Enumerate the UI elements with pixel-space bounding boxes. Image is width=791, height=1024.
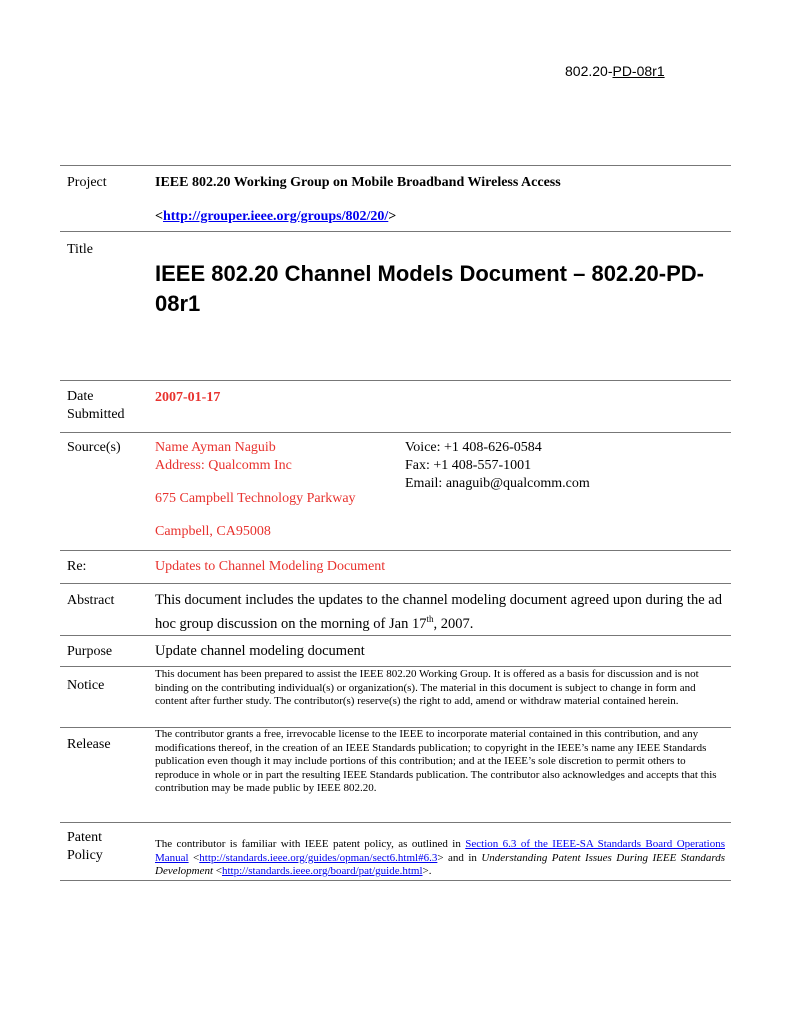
patent-text-3: > and in: [437, 851, 482, 864]
re-value: Updates to Channel Modeling Document: [155, 559, 386, 574]
release-label: Release: [67, 737, 111, 752]
divider: [60, 822, 731, 823]
divider: [60, 550, 731, 551]
divider: [60, 583, 731, 584]
project-url-line: [155, 208, 396, 226]
divider: [60, 380, 731, 381]
project-url-link[interactable]: http://grouper.ieee.org/groups/802/20/: [162, 209, 389, 224]
date-value: 2007-01-17: [155, 390, 221, 405]
abstract-superscript: th: [426, 614, 434, 624]
document-title: IEEE 802.20 Channel Models Document – 802.20-PD-08r1: [155, 261, 704, 316]
abstract-text-end: , 2007.: [433, 615, 474, 632]
abstract-label: Abstract: [67, 593, 115, 608]
purpose-label: Purpose: [67, 644, 113, 659]
patent-text-5: >.: [422, 865, 432, 877]
title-label: Title: [67, 242, 93, 257]
source-voice: Voice: +1 408-626-0584: [405, 440, 542, 455]
patent-text: [155, 838, 725, 879]
source-label: Source(s): [67, 440, 121, 455]
source-email: Email: anaguib@qualcomm.com: [405, 476, 590, 491]
purpose-value: Update channel modeling document: [155, 643, 365, 659]
divider: [60, 432, 731, 433]
url-close: >: [388, 209, 397, 224]
notice-text: This document has been prepared to assist the IEEE 802.20 Working Group. It is offered as a basis for discussion and is not binding on the contributing individual(s) or organization(s). The material in this document is subject to change in form and content after further study. The contributor(s) reserve(s) the right to add, amend or withdraw material contained herein.: [155, 668, 699, 707]
source-address: Address: Qualcomm Inc: [155, 458, 292, 473]
divider: [60, 666, 731, 667]
document-number: [565, 63, 665, 79]
divider: [60, 880, 731, 881]
re-label: Re:: [67, 559, 87, 574]
patent-italic-title: Understanding Patent Issues During IEEE Standards Development: [155, 851, 725, 877]
patent-link-guide[interactable]: http://standards.ieee.org/board/pat/guide.html: [222, 865, 423, 877]
document-number-prefix: 802.20-: [565, 63, 613, 79]
patent-text-4: <: [213, 865, 222, 877]
source-city: Campbell, CA95008: [155, 524, 271, 539]
divider: [60, 635, 731, 636]
date-label-line1: Date: [67, 389, 94, 404]
date-label-line2: Submitted: [67, 407, 125, 422]
notice-label: Notice: [67, 678, 105, 693]
abstract-text: [155, 591, 730, 634]
source-fax: Fax: +1 408-557-1001: [405, 458, 532, 473]
patent-text-1: The contributor is familiar with IEEE patent policy, as outlined in: [155, 838, 466, 850]
document-number-suffix: PD-08r1: [612, 63, 665, 79]
project-name: IEEE 802.20 Working Group on Mobile Broadband Wireless Access: [155, 175, 561, 190]
url-open: <: [155, 209, 163, 224]
abstract-text-main: This document includes the updates to the channel modeling document agreed upon during the ad hoc group discussion on the morning of Jan 17: [155, 592, 722, 632]
patent-text-2: <: [188, 851, 200, 864]
patent-label-line1: Patent: [67, 830, 102, 845]
divider: [60, 231, 731, 232]
release-text: The contributor grants a free, irrevocable license to the IEEE to incorporate material contained in this contribution, and any modifications thereof, in the creation of an IEEE Standards publication; to copyright in the IEEE’s name any IEEE Standards publication even though it may include portions of this contribution; and at the IEEE’s sole discretion to permit others to reproduce in whole or in part the resulting IEEE Standards publication. The contributor also acknowledges and accepts that this contribution may be made public by IEEE 802.20.: [155, 728, 717, 794]
source-street: 675 Campbell Technology Parkway: [155, 491, 356, 506]
patent-link-opman[interactable]: http://standards.ieee.org/guides/opman/sect6.html#6.3: [199, 851, 438, 864]
patent-label-line2: Policy: [67, 848, 103, 863]
patent-link-section[interactable]: Section 6.3 of the IEEE-SA Standards Board Operations Manual: [155, 838, 725, 864]
project-label: Project: [67, 175, 107, 190]
divider: [60, 165, 731, 166]
source-name: Name Ayman Naguib: [155, 440, 276, 455]
